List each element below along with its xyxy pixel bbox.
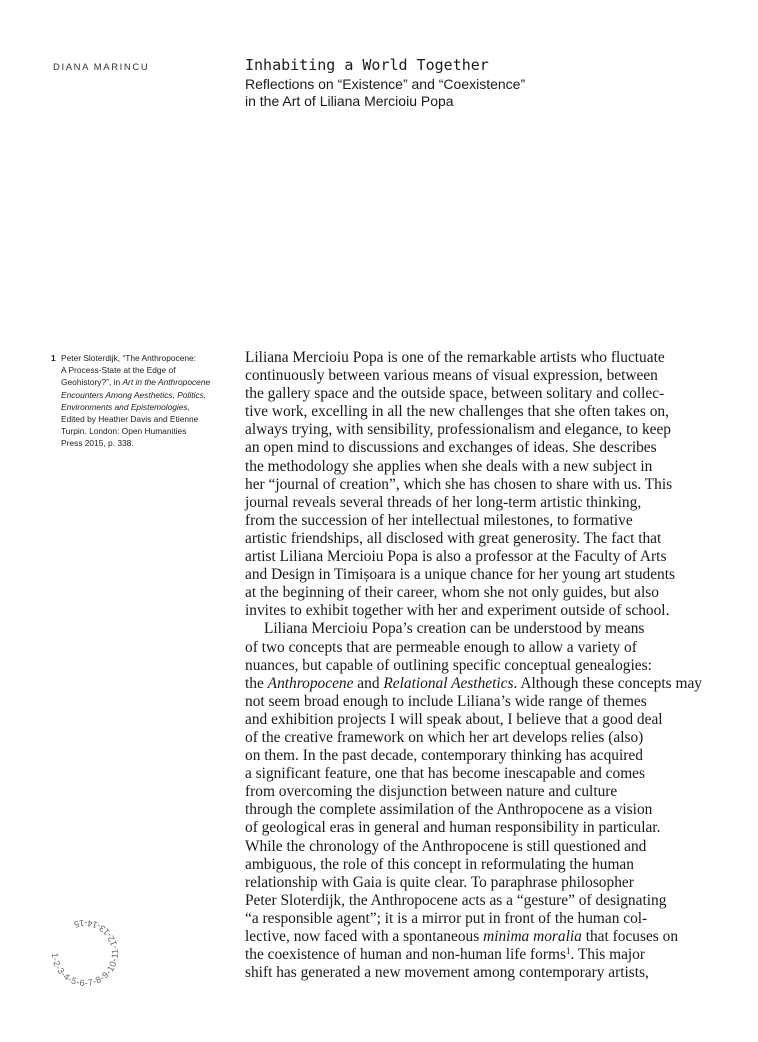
text-line: shift has generated a new movement among contemporary artists, bbox=[245, 964, 649, 982]
text-line: artist Liliana Mercioiu Popa is also a professor at the Faculty of Arts bbox=[245, 548, 667, 566]
author-name: DIANA MARINCU bbox=[53, 62, 150, 73]
footnote-number: 1 bbox=[51, 353, 56, 363]
text-line: not seem broad enough to include Liliana’s wide range of themes bbox=[245, 692, 647, 710]
text-line: relationship with Gaia is quite clear. To paraphrase philosopher bbox=[245, 873, 634, 891]
text-line: from overcoming the disjunction between nature and culture bbox=[245, 783, 618, 801]
text-line: always trying, with sensibility, professionalism and elegance, to keep bbox=[245, 421, 671, 439]
subtitle-line: in the Art of Liliana Mercioiu Popa bbox=[245, 93, 454, 109]
italic-term: Anthropocene bbox=[267, 674, 354, 692]
text-line: While the chronology of the Anthropocene is still questioned and bbox=[245, 837, 647, 855]
footnote-line bbox=[61, 376, 223, 388]
text-line: the gallery space and the outside space, between solitary and collec- bbox=[245, 385, 665, 403]
paragraph-1 bbox=[245, 349, 715, 620]
text-line: nuances, but capable of outlining specific conceptual genealogies: bbox=[245, 656, 652, 674]
footnote-line: A Process-State at the Edge of bbox=[61, 365, 176, 376]
footnote-line: Edited by Heather Davis and Etienne bbox=[61, 414, 199, 425]
text-line: of geological eras in general and human responsibility in particular. bbox=[245, 819, 661, 837]
text-line: of the creative framework on which her art develops relies (also) bbox=[245, 728, 644, 746]
italic-term: Relational Aesthetics bbox=[383, 674, 514, 692]
footnote-book-title: Environments and Epistemologies, bbox=[61, 401, 190, 412]
text-line: continuously between various means of visual expression, between bbox=[245, 367, 658, 385]
text-line: her “journal of creation”, which she has chosen to share with us. This bbox=[245, 475, 673, 493]
text-line: and Design in Timișoara is a unique chance for her young art students bbox=[245, 566, 675, 584]
text-line: artistic friendships, all disclosed with great generosity. The fact that bbox=[245, 529, 662, 547]
footnote-book-title: Encounters Among Aesthetics, Politics, bbox=[61, 389, 207, 400]
text-line bbox=[245, 928, 715, 946]
footnote-line bbox=[61, 389, 223, 401]
text-line: from the succession of her intellectual milestones, to formative bbox=[245, 511, 633, 529]
text-span: and bbox=[357, 674, 380, 692]
text-line: “a responsible agent”; it is a mirror put in front of the human col- bbox=[245, 909, 648, 927]
text-span: lective, now faced with a spontaneous bbox=[245, 928, 480, 945]
text-line bbox=[245, 946, 715, 964]
italic-term: minima moralia bbox=[483, 928, 582, 945]
text-span: . Although these concepts may bbox=[513, 674, 702, 692]
page-number-ring-text: 1-2-3-4-5-6-7-8-9-10-11-12-13-14-15 bbox=[49, 917, 121, 989]
article-title: Inhabiting a World Together bbox=[245, 56, 489, 74]
subtitle-line: Reflections on “Existence” and “Coexistence” bbox=[245, 76, 526, 92]
text-line: an open mind to discussions and exchanges of ideas. She describes bbox=[245, 439, 657, 457]
text-line: of two concepts that are permeable enough to allow a variety of bbox=[245, 638, 637, 656]
footnote-book-title: Art in the Anthropocene bbox=[122, 377, 211, 388]
footnote-text: Geohistory?”, in bbox=[61, 377, 121, 388]
text-line: on them. In the past decade, contemporary thinking has acquired bbox=[245, 747, 643, 765]
text-line bbox=[245, 675, 715, 693]
footnote-line: Press 2015, p. 338. bbox=[61, 438, 134, 449]
footnote bbox=[51, 352, 223, 450]
text-span: that focuses on bbox=[585, 928, 679, 945]
text-line: the methodology she applies when she deals with a new subject in bbox=[245, 457, 653, 475]
article-subtitle bbox=[245, 76, 525, 110]
footnote-line: Peter Sloterdijk, “The Anthropocene: bbox=[61, 353, 197, 363]
footnote-line bbox=[61, 401, 223, 413]
text-line: Peter Sloterdijk, the Anthropocene acts as a “gesture” of designating bbox=[245, 891, 667, 909]
paragraph-2 bbox=[245, 620, 715, 982]
text-line: ambiguous, the role of this concept in reformulating the human bbox=[245, 855, 634, 873]
text-span: the bbox=[245, 674, 264, 692]
page-number-ring bbox=[40, 908, 130, 998]
text-line: invites to exhibit together with her and experiment outside of school. bbox=[245, 602, 670, 620]
text-line: and exhibition projects I will speak about, I believe that a good deal bbox=[245, 710, 663, 728]
text-line: a significant feature, one that has become inescapable and comes bbox=[245, 765, 645, 783]
text-line: through the complete assimilation of the Anthropocene as a vision bbox=[245, 801, 653, 819]
text-line: journal reveals several threads of her long-term artistic thinking, bbox=[245, 493, 642, 511]
body-text bbox=[245, 349, 715, 982]
text-line: tive work, excelling in all the new challenges that she often takes on, bbox=[245, 403, 669, 421]
footnote-reference: 1 bbox=[565, 946, 571, 957]
svg-text:1-2-3-4-5-6-7-8-9-10-11-12-13- bbox=[50, 918, 120, 988]
text-span: . This major bbox=[570, 946, 645, 964]
text-line: Liliana Mercioiu Popa’s creation can be understood by means bbox=[264, 620, 645, 638]
text-line: Liliana Mercioiu Popa is one of the remarkable artists who fluctuate bbox=[245, 349, 665, 366]
text-span: the coexistence of human and non-human life forms bbox=[245, 946, 566, 964]
text-line: at the beginning of their career, whom she not only guides, but also bbox=[245, 584, 659, 602]
footnote-line: Turpin. London: Open Humanities bbox=[61, 426, 187, 437]
